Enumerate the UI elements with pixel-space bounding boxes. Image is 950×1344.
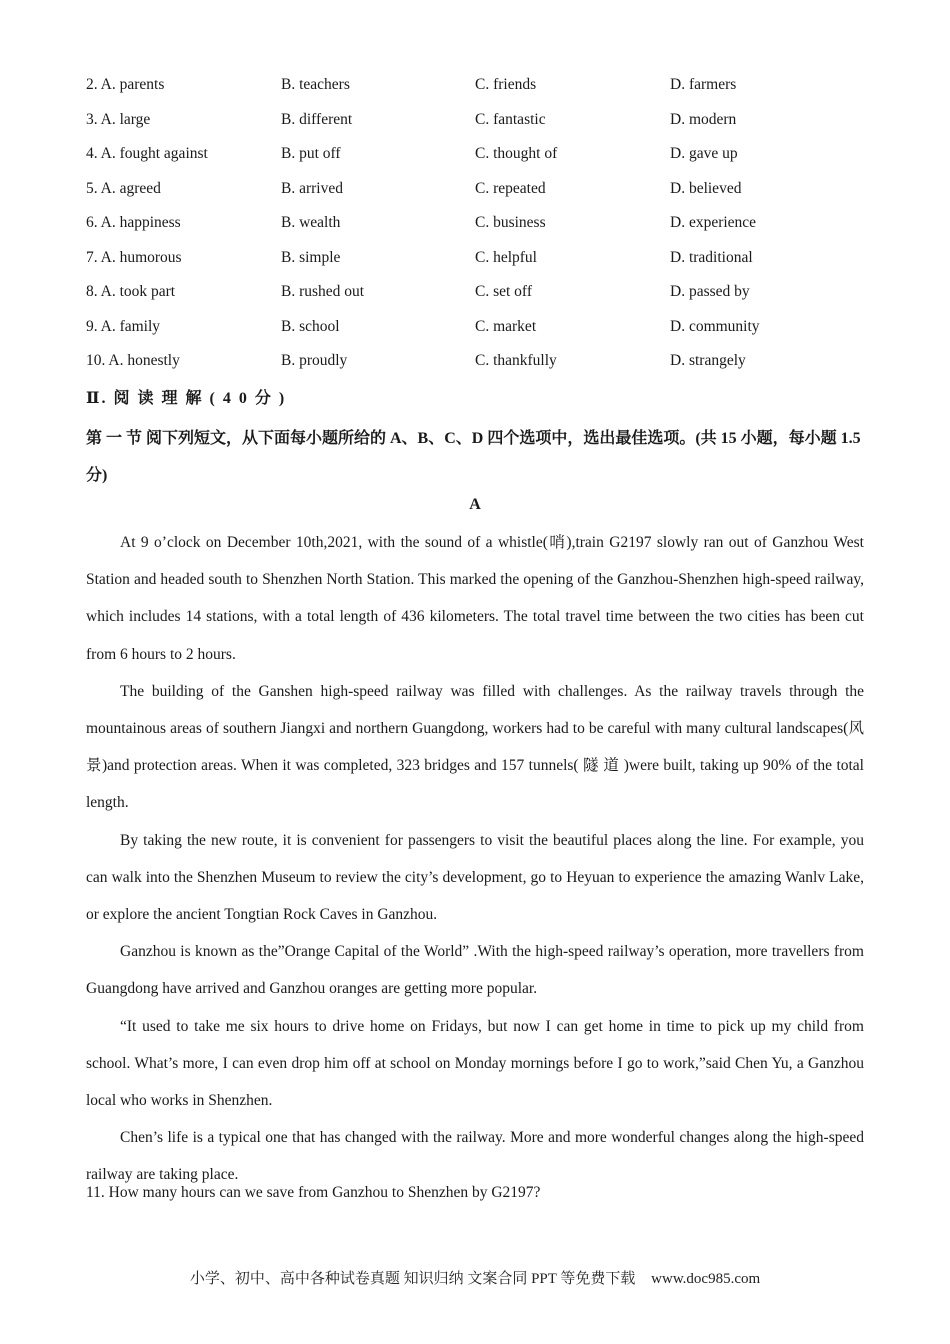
option-c: C. thankfully xyxy=(475,352,557,369)
option-b: B. proudly xyxy=(281,352,348,369)
option-b: B. rushed out xyxy=(281,283,365,300)
option-row xyxy=(86,176,866,211)
option-c: C. set off xyxy=(475,283,532,300)
option-a: 6. A. happiness xyxy=(86,214,181,231)
option-row xyxy=(86,314,866,349)
option-row xyxy=(86,141,866,176)
option-c: C. market xyxy=(475,317,537,335)
option-b: B. teachers xyxy=(281,76,350,93)
option-d: D. passed by xyxy=(670,283,750,300)
option-d: D. modern xyxy=(670,110,737,128)
option-c: C. repeated xyxy=(475,179,546,197)
option-a: 3. A. large xyxy=(86,110,151,128)
paragraph: The building of the Ganshen high-speed railway was filled with challenges. As the railway travels through the mountainous areas of southern Jiangxi and northern Guangdong, workers had to be careful with many cultural landscapes(风景)and protection areas. When it was completed, 323 bridges and 157 tunnels( 隧 道 )were built, taking up 90% of the total length. xyxy=(86,682,864,812)
footer-text: 小学、初中、高中各种试卷真题 知识归纳 文案合同 PPT 等免费下载 xyxy=(189,1271,636,1287)
paragraph: By taking the new route, it is convenient for passengers to visit the beautiful places along the line. For example, you can walk into the Shenzhen Museum to review the city’s development, go to Heyuan to experience the amazing Wanlv Lake, or explore the ancient Tongtian Rock Caves in Ganzhou. xyxy=(86,831,864,924)
paragraph: Chen’s life is a typical one that has changed with the railway. More and more wonderful changes along the high-speed railway are taking place. xyxy=(86,1129,864,1184)
paragraph: Ganzhou is known as the”Orange Capital of the World” .With the high-speed railway’s operation, more travellers from Guangdong have arrived and Ganzhou oranges are getting more popular. xyxy=(86,943,864,998)
option-row xyxy=(86,348,866,383)
option-b: B. different xyxy=(281,110,353,128)
paragraph: At 9 o’clock on December 10th,2021, with the sound of a whistle(哨),train G2197 slowly ran out of Ganzhou West Station and headed south to Shenzhen North Station. This marked the opening of the Ganzhou-Shenzhen high-speed railway, which includes 14 stations, with a total length of 436 kilometers. The total travel time between the two cities has been cut from 6 hours to 2 hours. xyxy=(86,534,864,663)
section-heading: Ⅱ. 阅 读 理 解 ( 4 0 分 ) xyxy=(86,390,287,407)
option-b: B. wealth xyxy=(281,214,341,231)
option-d: D. strangely xyxy=(670,352,746,369)
option-d: D. gave up xyxy=(670,145,738,162)
option-c: C. business xyxy=(475,214,546,231)
paragraph: “It used to take me six hours to drive home on Fridays, but now I can get home in time to pick up my child from school. What’s more, I can even drop him off at school on Monday mornings before I go to work,”said Chen Yu, a Ganzhou local who works in Shenzhen. xyxy=(86,1017,864,1110)
option-d: D. believed xyxy=(670,179,742,197)
option-a: 10. A. honestly xyxy=(86,352,180,369)
option-row xyxy=(86,210,866,245)
option-a: 2. A. parents xyxy=(86,76,165,93)
option-a: 7. A. humorous xyxy=(86,248,182,266)
option-b: B. put off xyxy=(281,145,341,162)
option-row xyxy=(86,72,866,107)
footer-url[interactable]: www.doc985.com xyxy=(651,1271,761,1287)
option-c: C. friends xyxy=(475,76,537,93)
option-c: C. thought of xyxy=(475,145,558,162)
option-d: D. farmers xyxy=(670,76,737,93)
option-a: 9. A. family xyxy=(86,317,161,335)
option-b: B. school xyxy=(281,317,340,335)
passage-title: A xyxy=(469,496,481,513)
option-c: C. helpful xyxy=(475,248,537,266)
option-c: C. fantastic xyxy=(475,110,546,128)
page-footer xyxy=(0,1267,950,1288)
option-row xyxy=(86,279,866,314)
option-b: B. arrived xyxy=(281,179,343,197)
question-11: 11. How many hours can we save from Ganzhou to Shenzhen by G2197? xyxy=(86,1184,541,1201)
option-a: 8. A. took part xyxy=(86,283,176,300)
option-a: 5. A. agreed xyxy=(86,179,161,197)
answer-options xyxy=(86,72,866,383)
option-row xyxy=(86,245,866,280)
reading-passage xyxy=(86,524,864,1194)
option-row xyxy=(86,107,866,142)
option-a: 4. A. fought against xyxy=(86,145,208,162)
section-instructions: 第 一 节 阅下列短文，从下面每小题所给的 A、B、C、D 四个选项中，选出最佳选项。(共 15 小题，每小题 1.5 分) xyxy=(86,430,861,484)
option-d: D. experience xyxy=(670,214,757,231)
option-d: D. community xyxy=(670,317,760,335)
option-d: D. traditional xyxy=(670,248,753,266)
option-b: B. simple xyxy=(281,248,341,266)
